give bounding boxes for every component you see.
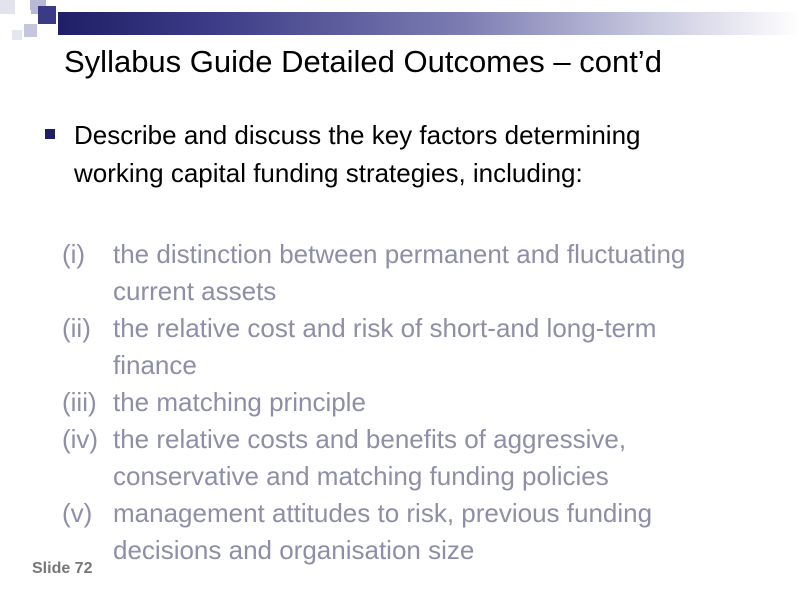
sub-item-text: management attitudes to risk, previous funding decisions and organisation size: [113, 498, 653, 565]
sub-item-marker: (iii): [62, 387, 97, 417]
sub-list-item: [62, 384, 742, 421]
sub-item-text: the relative costs and benefits of aggressive, conservative and matching funding policies: [113, 424, 627, 491]
sub-list-item: [62, 421, 742, 495]
sub-item-marker: (i): [62, 239, 86, 269]
sub-item-marker: (v): [62, 498, 93, 528]
decor-square: [12, 30, 22, 40]
sub-item-text: the distinction between permanent and fluctuating current assets: [113, 239, 686, 306]
sub-list-item: [62, 236, 742, 310]
decor-square: [0, 0, 15, 14]
sub-item-text: the relative cost and risk of short-and long-term finance: [113, 313, 657, 380]
sub-list: [62, 236, 742, 569]
slide-title: Syllabus Guide Detailed Outcomes – cont’d: [64, 44, 662, 79]
sub-list-item: [62, 495, 742, 569]
sub-item-marker: (iv): [62, 424, 99, 454]
bullet-square-icon: [45, 129, 55, 139]
decor-square: [0, 14, 15, 29]
slide-number: Slide 72: [32, 560, 93, 577]
header-gradient-bar: [58, 12, 800, 35]
sub-item-marker: (ii): [62, 313, 91, 343]
bullet-text: Describe and discuss the key factors determining working capital funding strategies, including:: [74, 120, 641, 188]
decor-square: [38, 6, 56, 24]
sub-item-text: the matching principle: [113, 387, 366, 417]
decor-square: [24, 24, 37, 37]
sub-list-item: [62, 310, 742, 384]
